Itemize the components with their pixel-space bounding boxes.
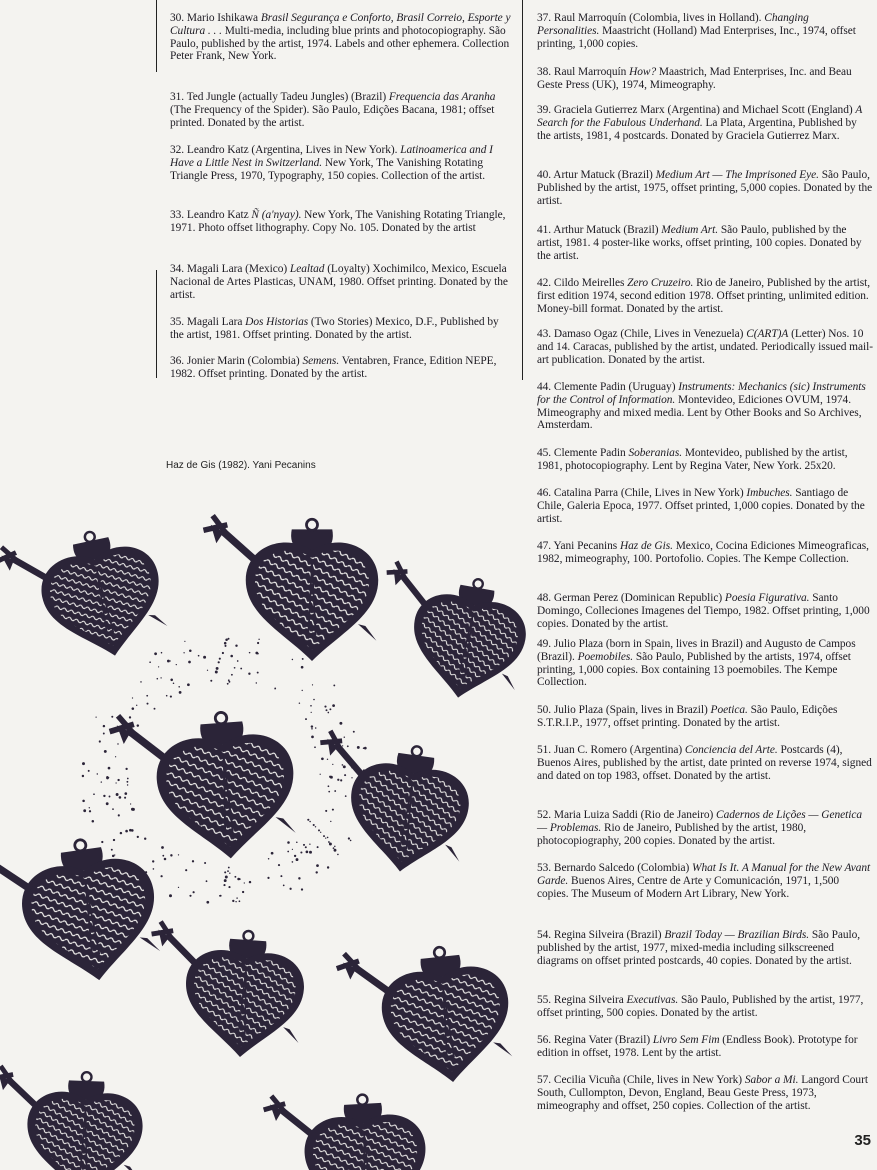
entry-41: 41. Arthur Matuck (Brazil) Medium Art. São Paulo, published by the artist, 1981. 4 poster-like works, offset printing, 100 copies. Donated by the artist. bbox=[537, 224, 862, 262]
entry-35: 35. Magali Lara Dos Historias (Two Stories) Mexico, D.F., Published by the artist, 1981. Offset printing. Donated by the artist. bbox=[170, 316, 499, 341]
entry-32: 32. Leandro Katz (Argentina, Lives in New York). Latinoamerica and I Have a Little Nest in Switzerland. New York, The Vanishing Rotating Triangle Press, 1970, Typography, 150 copies. Collection of the artist. bbox=[170, 144, 493, 182]
entry-34: 34. Magali Lara (Mexico) Lealtad (Loyalty) Xochimilco, Mexico, Escuela Nacional de Artes Plasticas, UNAM, 1980. Offset printing. Donated by the artist. bbox=[170, 263, 508, 301]
artwork-caption: Haz de Gis (1982). Yani Pecanins bbox=[166, 460, 316, 471]
entry-37: 37. Raul Marroquín (Colombia, lives in Holland). Changing Personalities. Maastricht (Holland) Mad Enterprises, Inc., 1974, offset printing, 1,000 copies. bbox=[537, 12, 856, 50]
heart-motif-6 bbox=[0, 827, 165, 995]
heart-motif-1 bbox=[0, 517, 173, 676]
entry-53: 53. Bernardo Salcedo (Colombia) What Is It. A Manual for the New Avant Garde. Buenos Aires, Centre de Arte y Comunicación, 1971, 1,500 copies. The Museum of Modern Art Library, New York. bbox=[537, 862, 871, 900]
entry-40: 40. Artur Matuck (Brazil) Medium Art — The Imprisoned Eye. São Paulo, Published by the artist, 1975, offset printing, 5,000 copies. Donated by the artist. bbox=[537, 169, 873, 207]
entry-38: 38. Raul Marroquín How? Maastrich, Mad Enterprises, Inc. and Beau Geste Press (UK), 1974, Mimeography. bbox=[537, 66, 852, 91]
entry-44: 44. Clemente Padin (Uruguay) Instruments: Mechanics (sic) Instruments for the Control of Information. Montevideo, Ediciones OVUM, 1974. Mimeography and mixed media. Lent by Other Books and So Archives, Amsterdam. bbox=[537, 381, 866, 432]
heart-motif-7 bbox=[143, 921, 307, 1061]
entry-54: 54. Regina Silveira (Brazil) Brazil Today — Brazilian Birds. São Paulo, published by the artist, 1977, mixed-media including silkscreened diagrams on offset printed postcards, 40 copies. Donated by the artist. bbox=[537, 929, 861, 967]
heart-motif-8 bbox=[335, 937, 516, 1093]
entry-33: 33. Leandro Katz Ñ (a'nyay). New York, The Vanishing Rotating Triangle, 1971. Photo offset lithography. Copy No. 105. Donated by the artist bbox=[170, 209, 506, 234]
left-column-rule bbox=[156, 0, 157, 72]
entry-48: 48. German Perez (Dominican Republic) Poesia Figurativa. Santo Domingo, Colleciones Imagenes del Tiempo, 1982. Offset printing, 1,000 copies. Donated by the artist. bbox=[537, 592, 870, 630]
entry-49: 49. Julio Plaza (born in Spain, lives in Brazil) and Augusto de Campos (Brazil). Poemobiles. São Paulo, Published by the artists, 1974, offset printing, 1,000 copies. Box containing 13 poemobiles. The Kempe Collection. bbox=[537, 638, 856, 689]
entry-30: 30. Mario Ishikawa Brasil Segurança e Conforto, Brasil Correio, Esporte y Cultura . . . Multi-media, including blue prints and photocopiography. São Paulo, published by the artist, 1974. Labels and other ephemera. Collection Peter Frank, New York. bbox=[170, 12, 511, 63]
entry-31: 31. Ted Jungle (actually Tadeu Jungles) (Brazil) Frequencia das Aranha (The Frequency of the Spider). São Paulo, Edições Bacana, 1981; offset printed. Donated by the artist. bbox=[170, 91, 496, 129]
heart-motif-5 bbox=[304, 730, 476, 880]
entry-47: 47. Yani Pecanins Haz de Gis. Mexico, Cocina Ediciones Mimeograficas, 1982, mimeography, 100. Portofolio. Copies. The Kempe Collection. bbox=[537, 540, 869, 565]
heart-motif-2 bbox=[203, 516, 378, 661]
entry-56: 56. Regina Vater (Brazil) Livro Sem Fim (Endless Book). Prototype for edition in offset, 1978. Lent by the artist. bbox=[537, 1034, 858, 1059]
heart-motif-3 bbox=[367, 560, 530, 707]
entry-42: 42. Cildo Meirelles Zero Cruzeiro. Rio de Janeiro, Published by the artist, first edition 1974, second edition 1978. Offset printing, unlimited edition. Money-bill format. Donated by the artist. bbox=[537, 277, 871, 315]
entry-43: 43. Damaso Ogaz (Chile, Lives in Venezuela) C(ART)A (Letter) Nos. 10 and 14. Caracas, published by the artist, undated. Periodically issued mail-art publication. Donated by the artist. bbox=[537, 328, 873, 366]
entry-46: 46. Catalina Parra (Chile, Lives in New York) Imbuches. Santiago de Chile, Galeria Epoca, 1977. Offset printed, 1,000 copies. Donated by the artist. bbox=[537, 487, 865, 525]
left-column-rule-lower bbox=[156, 270, 157, 378]
heart-motif-9 bbox=[0, 1066, 145, 1170]
entry-51: 51. Juan C. Romero (Argentina) Conciencia del Arte. Postcards (4), Buenos Aires, published by the artist, date printed on reverse 1974, signed and dated on top 1983, offset. Donated by the artist. bbox=[537, 744, 872, 782]
entry-50: 50. Julio Plaza (Spain, lives in Brazil) Poetica. São Paulo, Edições S.T.R.I.P., 1977, offset printing. Donated by the artist. bbox=[537, 704, 838, 729]
heart-motif-4 bbox=[109, 704, 300, 866]
heart-motif-10 bbox=[263, 1088, 429, 1170]
entry-57: 57. Cecilia Vicuña (Chile, lives in New York) Sabor a Mi. Langord Court South, Cullompton, Devon, England, Beau Geste Press, 1973, mimeography and offset, 250 copies. Collection of the artist. bbox=[537, 1074, 868, 1112]
entry-55: 55. Regina Silveira Executivas. São Paulo, Published by the artist, 1977, offset printing, 500 copies. Donated by the artist. bbox=[537, 994, 864, 1019]
entry-39: 39. Graciela Gutierrez Marx (Argentina) and Michael Scott (England) A Search for the Fabulous Underhand. La Plata, Argentina, Published by the artists, 1981, 4 postcards. Donated by Graciela Gutierrez Marx. bbox=[537, 104, 863, 142]
haz-de-gis-artwork bbox=[0, 490, 530, 1170]
page-number: 35 bbox=[854, 1132, 871, 1149]
entry-45: 45. Clemente Padin Soberanias. Montevideo, published by the artist, 1981, photocopiography. Lent by Regina Vater, New York. 25x20. bbox=[537, 447, 848, 472]
entry-36: 36. Jonier Marin (Colombia) Semens. Ventabren, France, Edition NEPE, 1982. Offset printing. Donated by the artist. bbox=[170, 355, 497, 380]
entry-52: 52. Maria Luiza Saddi (Rio de Janeiro) Cadernos de Lições — Genetica — Problemas. Rio de Janeiro, Published by the artist, 1980, photocopiography, 200 copies. Donated by the artist. bbox=[537, 809, 862, 847]
column-divider bbox=[522, 0, 523, 380]
